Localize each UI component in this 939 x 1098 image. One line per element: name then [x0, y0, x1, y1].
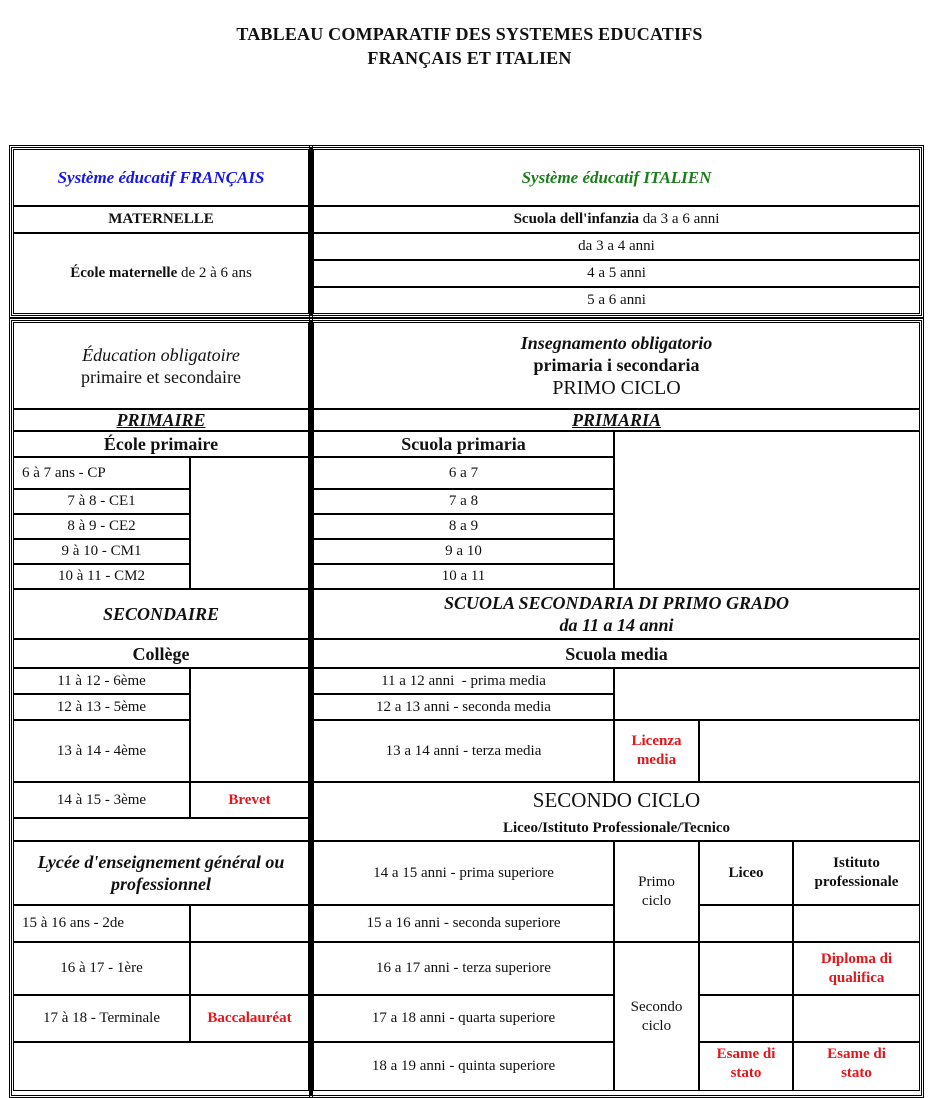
secondo-ciclo-cell: [614, 942, 699, 1091]
secondo-subtitle-label: Liceo/Istituto Professionale/Tecnico: [502, 819, 731, 836]
primaria-it-year: [313, 564, 614, 589]
header-it: [313, 149, 920, 206]
primaire-fr-year-label: 9 à 10 - CM1: [61, 543, 142, 559]
licenza-media-label: Licenza media: [631, 733, 682, 768]
superiore-it-year-label: 17 a 18 anni - quarta superiore: [371, 1010, 556, 1026]
superiore-it-year: [313, 905, 614, 942]
media-it-year: [313, 668, 614, 694]
header-it-label: Système éducatif ITALIEN: [521, 168, 712, 187]
primaria-it-year: [313, 489, 614, 514]
college-fr-year-label: 11 à 12 - 6ème: [57, 672, 146, 689]
media-it-year: [313, 720, 614, 782]
superiore-it-year: [313, 942, 614, 995]
media-it-year: [313, 694, 614, 720]
scuola-primaria-label: Scuola primaria: [401, 434, 526, 454]
obligatoire-fr-line1: Éducation obligatoire: [82, 344, 240, 365]
lycee: [13, 841, 309, 905]
primaire-fr-year: [13, 489, 190, 514]
primo-ciclo-cell: [614, 841, 699, 942]
secondaria-it-head-line2: da 11 a 14 anni: [559, 615, 674, 635]
primaire-fr-blank: [190, 457, 309, 589]
ecole-maternelle-label: École maternelle: [70, 265, 178, 281]
maternelle-it-year: [313, 233, 920, 260]
ecole-primaire-label: École primaire: [103, 434, 219, 454]
header-fr-label: Système éducatif FRANÇAIS: [57, 168, 265, 187]
brevet: [190, 782, 309, 818]
primaire-it-head-label: PRIMARIA: [571, 410, 662, 430]
istituto-head: [793, 841, 920, 905]
maternelle-fr-head: [13, 206, 309, 233]
superiore-it-year: [313, 995, 614, 1042]
media-it-year-label: 11 a 12 anni - prima media: [381, 672, 546, 689]
lycee-fr-year: [13, 995, 190, 1042]
primaire-fr-year-label: 10 à 11 - CM2: [58, 568, 145, 584]
liceo-blank: [699, 905, 793, 942]
lycee-fr-year-label: 15 à 16 ans - 2de: [22, 915, 125, 931]
maternelle-it-year-label: 4 a 5 anni: [587, 265, 646, 281]
diploma-qualifica-label: Diploma di qualifica: [820, 950, 893, 986]
superiore-it-year: [313, 1042, 614, 1091]
college-fr-year: [13, 694, 190, 720]
liceo-blank: [699, 995, 793, 1042]
primaire-fr-year: [13, 457, 190, 489]
primaria-it-year: [313, 457, 614, 489]
maternelle-it-year-label: 5 a 6 anni: [587, 292, 646, 308]
baccalaureat: [190, 995, 309, 1042]
maternelle-fr-head-label: MATERNELLE: [108, 211, 214, 227]
media-it-year-label: 13 a 14 anni - terza media: [385, 742, 542, 759]
scuola-primaria: [313, 431, 614, 457]
secondo-ciclo-title-label: SECONDO CICLO: [532, 788, 701, 812]
maternelle-it-year: [313, 287, 920, 314]
primaire-fr-year: [13, 564, 190, 589]
lycee-fr-year-label: 17 à 18 - Terminale: [43, 1010, 160, 1026]
college: [13, 639, 309, 668]
fr-last-blank: [13, 1042, 309, 1091]
college-fr-blank: [190, 668, 309, 782]
maternelle-it-head: [313, 206, 920, 233]
primaria-it-year-label: 8 a 9: [448, 518, 479, 534]
esame-istituto-label: Esame di stato: [827, 1046, 886, 1081]
licenza-media: [614, 720, 699, 782]
secondaire-fr-head: [13, 589, 309, 639]
ecole-maternelle-ages: de 2 à 6 ans: [177, 265, 252, 281]
primaria-it-year-label: 6 a 7: [448, 464, 479, 481]
college-label: Collège: [132, 643, 190, 664]
secondo-ciclo-label: Secondo ciclo: [630, 998, 683, 1034]
scuola-media: [313, 639, 920, 668]
infanzia-label: Scuola dell'infanzia: [513, 211, 640, 227]
primo-ciclo-title: PRIMO CICLO: [552, 376, 681, 399]
primaire-fr-year: [13, 539, 190, 564]
college-fr-year-label: 13 à 14 - 4ème: [56, 742, 147, 759]
obligatoire-fr-line2: primaire et secondaire: [81, 366, 241, 387]
superiore-it-year-label: 15 a 16 anni - seconda superiore: [366, 915, 561, 931]
obligatoire-it-line2: primaria i secondaria: [533, 354, 700, 375]
maternelle-it-year-label: da 3 a 4 anni: [578, 238, 655, 254]
secondaria-it-head: [313, 589, 920, 639]
liceo-head: [699, 841, 793, 905]
page-title: [0, 22, 939, 70]
esame-istituto: [793, 1042, 920, 1091]
obligatoire-fr: [13, 322, 309, 409]
lycee-fr-year: [13, 942, 190, 995]
primo-ciclo-label: Primo ciclo: [638, 873, 675, 909]
lycee-fr-year-label: 16 à 17 - 1ère: [60, 960, 143, 976]
header-fr: [13, 149, 309, 206]
title-line-1: TABLEAU COMPARATIF DES SYSTEMES EDUCATIFS: [236, 24, 703, 44]
obligatoire-it-line1: Insegnamento obligatorio: [520, 332, 713, 353]
secondo-ciclo-title: [313, 782, 920, 818]
primaire-fr-year-label: 8 à 9 - CE2: [67, 518, 136, 534]
college-fr-year: [13, 720, 190, 782]
secondaire-fr-head-label: SECONDAIRE: [102, 604, 220, 624]
istituto-blank: [793, 995, 920, 1042]
diploma-qualifica: [793, 942, 920, 995]
lycee-fr-year: [13, 905, 190, 942]
brevet-label: Brevet: [228, 791, 271, 808]
title-line-2: FRANÇAIS ET ITALIEN: [367, 48, 572, 68]
lycee-label: Lycée d'enseignement général ou professionnel: [37, 852, 285, 894]
primaire-fr-head: [13, 409, 309, 431]
primaria-it-year-label: 10 a 11: [441, 568, 486, 584]
licenza-blank: [699, 720, 920, 782]
maternelle-it-year: [313, 260, 920, 287]
college-fr-year-label: 14 à 15 - 3ème: [56, 791, 147, 808]
college-fr-year: [13, 668, 190, 694]
obligatoire-it: [313, 322, 920, 409]
superiore-it-year-label: 16 a 17 anni - terza superiore: [376, 960, 551, 976]
maternelle-fr-school: [13, 233, 309, 314]
superiore-it-year-label: 14 a 15 anni - prima superiore: [373, 864, 554, 881]
primaire-fr-year-label: 6 à 7 ans - CP: [22, 464, 106, 481]
primaire-it-head: [313, 409, 920, 431]
primaria-it-year: [313, 539, 614, 564]
primaire-fr-head-label: PRIMAIRE: [116, 410, 206, 430]
baccalaureat-label: Baccalauréat: [207, 1010, 292, 1026]
lycee-fr-blank: [190, 905, 309, 942]
secondaria-it-head-line1: SCUOLA SECONDARIA DI PRIMO GRADO: [443, 593, 790, 613]
primaire-fr-year-label: 7 à 8 - CE1: [67, 493, 136, 509]
infanzia-ages: da 3 a 6 anni: [639, 211, 720, 227]
liceo-head-label: Liceo: [728, 864, 764, 881]
primaria-it-year: [313, 514, 614, 539]
liceo-blank: [699, 942, 793, 995]
secondo-subtitle: [313, 816, 920, 841]
primaria-blank: [614, 431, 920, 589]
media-it-year-label: 12 a 13 anni - seconda media: [376, 698, 551, 715]
media-it-blank: [614, 668, 920, 720]
istituto-blank: [793, 905, 920, 942]
primaria-it-year-label: 9 a 10: [445, 543, 482, 559]
fr-spacer: [13, 818, 309, 841]
ecole-primaire: [13, 431, 309, 457]
lycee-fr-blank: [190, 942, 309, 995]
superiore-it-year-label: 18 a 19 anni - quinta superiore: [371, 1058, 556, 1074]
college-fr-year-label: 12 à 13 - 5ème: [56, 698, 147, 715]
college-fr-year: [13, 782, 190, 818]
primaria-it-year-label: 7 a 8: [448, 493, 479, 509]
superiore-it-year: [313, 841, 614, 905]
istituto-head-label: Istituto professionale: [814, 855, 899, 890]
primaire-fr-year: [13, 514, 190, 539]
scuola-media-label: Scuola media: [565, 643, 668, 664]
esame-liceo-label: Esame di stato: [716, 1046, 776, 1081]
esame-liceo: [699, 1042, 793, 1091]
